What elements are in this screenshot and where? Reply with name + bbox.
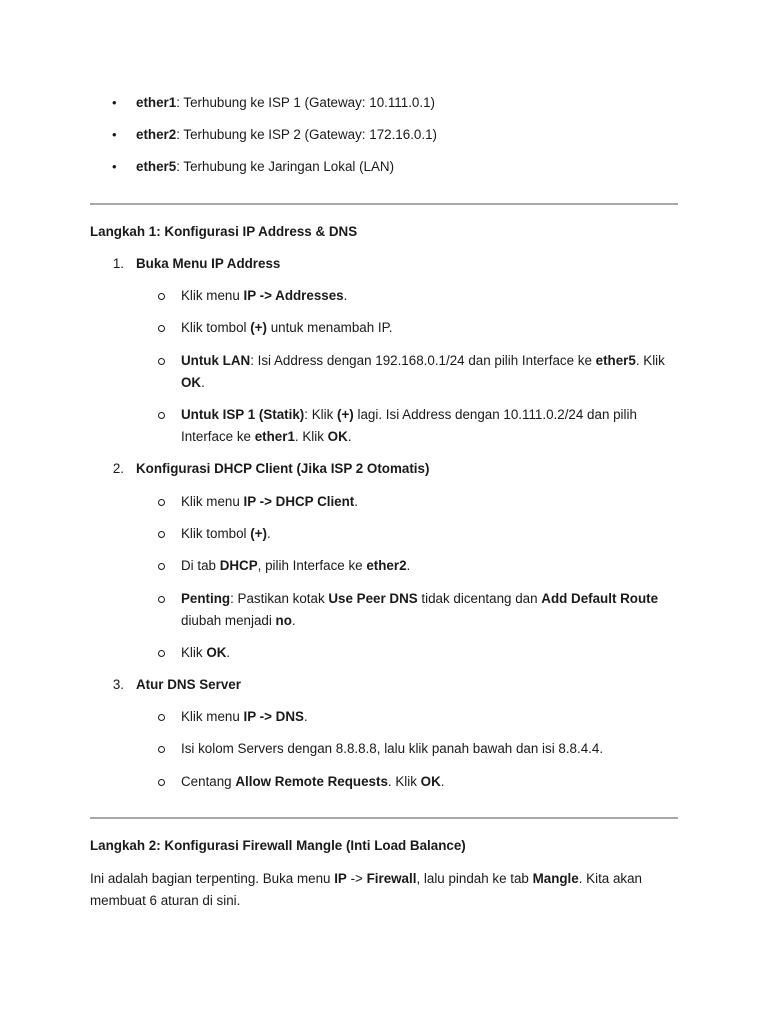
sub-item: Klik menu IP -> DHCP Client. xyxy=(181,494,358,509)
list-number: 2. xyxy=(112,461,124,476)
circle-bullet-icon xyxy=(158,563,165,570)
step2-paragraph-continuation: membuat 6 aturan di sini. xyxy=(90,893,241,908)
step1-item1-title: Buka Menu IP Address xyxy=(136,256,281,271)
list-number: 3. xyxy=(112,677,124,692)
step1-item2-title: Konfigurasi DHCP Client (Jika ISP 2 Otomatis) xyxy=(136,461,430,476)
bullet-icon: • xyxy=(112,159,117,174)
sub-item: Klik OK. xyxy=(181,645,231,660)
list-number: 1. xyxy=(112,256,124,271)
circle-bullet-icon xyxy=(158,293,165,300)
circle-bullet-icon xyxy=(158,596,165,603)
sub-item: Centang Allow Remote Requests. Klik OK. xyxy=(181,774,445,789)
circle-bullet-icon xyxy=(158,358,165,365)
circle-bullet-icon xyxy=(158,499,165,506)
circle-bullet-icon xyxy=(158,650,165,657)
step2-heading: Langkah 2: Konfigurasi Firewall Mangle (Inti Load Balance) xyxy=(90,838,466,853)
circle-bullet-icon xyxy=(158,714,165,721)
circle-bullet-icon xyxy=(158,325,165,332)
sub-item: Penting: Pastikan kotak Use Peer DNS tidak dicentang dan Add Default Route xyxy=(181,591,659,606)
sub-item: Klik menu IP -> Addresses. xyxy=(181,288,348,303)
circle-bullet-icon xyxy=(158,779,165,786)
circle-bullet-icon xyxy=(158,412,165,419)
sub-item: Di tab DHCP, pilih Interface ke ether2. xyxy=(181,558,411,573)
step1-heading: Langkah 1: Konfigurasi IP Address & DNS xyxy=(90,224,358,239)
sub-item: Klik tombol (+). xyxy=(181,526,271,541)
step2-paragraph: Ini adalah bagian terpenting. Buka menu IP -> Firewall, lalu pindah ke tab Mangle. Kita akan xyxy=(90,871,643,886)
sub-item: Isi kolom Servers dengan 8.8.8.8, lalu klik panah bawah dan isi 8.8.4.4. xyxy=(181,741,604,756)
sub-item: Untuk ISP 1 (Statik): Klik (+) lagi. Isi Address dengan 10.111.0.2/24 dan pilih xyxy=(181,407,637,422)
step1-item3-title: Atur DNS Server xyxy=(136,677,241,692)
sub-item: Untuk LAN: Isi Address dengan 192.168.0.1/24 dan pilih Interface ke ether5. Klik xyxy=(181,353,665,368)
sub-item: Klik menu IP -> DNS. xyxy=(181,709,308,724)
horizontal-divider xyxy=(90,817,678,819)
circle-bullet-icon xyxy=(158,746,165,753)
sub-item-continuation: OK. xyxy=(181,375,205,390)
list-item-ether2: ether2: Terhubung ke ISP 2 (Gateway: 172.16.0.1) xyxy=(136,127,437,142)
circle-bullet-icon xyxy=(158,531,165,538)
sub-item-continuation: diubah menjadi no. xyxy=(181,613,296,628)
sub-item-continuation: Interface ke ether1. Klik OK. xyxy=(181,429,352,444)
list-item-ether1: ether1: Terhubung ke ISP 1 (Gateway: 10.111.0.1) xyxy=(136,95,436,110)
sub-item: Klik tombol (+) untuk menambah IP. xyxy=(181,320,393,335)
list-item-ether5: ether5: Terhubung ke Jaringan Lokal (LAN) xyxy=(136,159,395,174)
bullet-icon: • xyxy=(112,95,117,110)
bullet-icon: • xyxy=(112,127,117,142)
horizontal-divider xyxy=(90,203,678,205)
